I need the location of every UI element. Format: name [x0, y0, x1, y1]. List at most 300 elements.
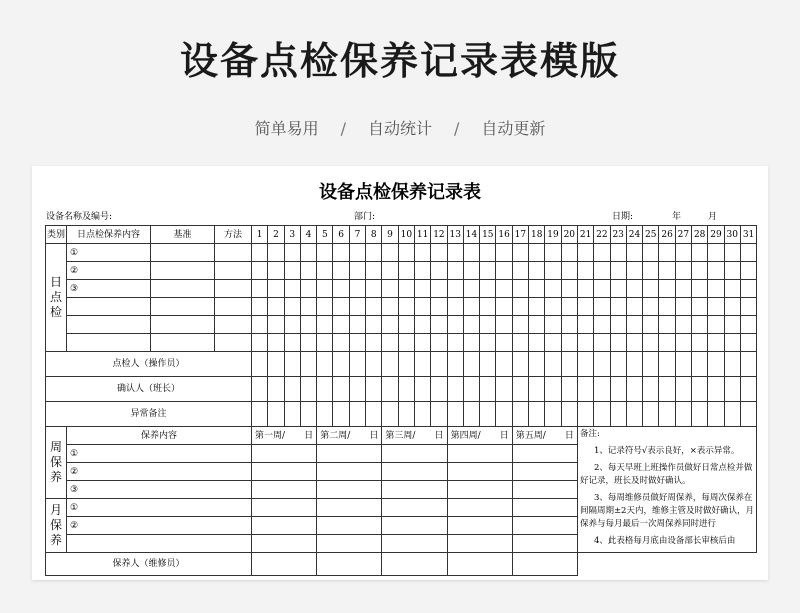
standard-cell[interactable]: [151, 244, 215, 262]
day-cell[interactable]: [496, 377, 512, 402]
day-cell[interactable]: [561, 262, 577, 280]
day-cell[interactable]: [512, 280, 528, 298]
day-cell[interactable]: [643, 316, 659, 334]
day-cell[interactable]: [561, 298, 577, 316]
day-cell[interactable]: [561, 316, 577, 334]
month-cell[interactable]: [382, 535, 447, 553]
day-cell[interactable]: [431, 352, 447, 377]
day-cell[interactable]: [382, 377, 398, 402]
day-cell[interactable]: [545, 402, 561, 427]
day-cell[interactable]: [300, 352, 316, 377]
day-cell[interactable]: [317, 352, 333, 377]
day-cell[interactable]: [626, 298, 642, 316]
day-cell[interactable]: [708, 316, 724, 334]
day-cell[interactable]: [268, 262, 284, 280]
day-cell[interactable]: [594, 316, 610, 334]
day-cell[interactable]: [252, 377, 268, 402]
day-cell[interactable]: [740, 377, 756, 402]
week-cell[interactable]: [252, 481, 317, 499]
week-cell[interactable]: [512, 445, 577, 463]
daily-item[interactable]: ②: [67, 262, 151, 280]
day-cell[interactable]: [724, 262, 740, 280]
day-cell[interactable]: [724, 298, 740, 316]
day-cell[interactable]: [724, 316, 740, 334]
day-cell[interactable]: [675, 352, 691, 377]
day-cell[interactable]: [252, 298, 268, 316]
day-cell[interactable]: [610, 316, 626, 334]
day-cell[interactable]: [675, 377, 691, 402]
day-cell[interactable]: [659, 262, 675, 280]
day-cell[interactable]: [692, 352, 708, 377]
day-cell[interactable]: [626, 377, 642, 402]
day-cell[interactable]: [610, 352, 626, 377]
day-cell[interactable]: [300, 298, 316, 316]
day-cell[interactable]: [480, 244, 496, 262]
maintainer-cell[interactable]: [252, 553, 317, 576]
day-cell[interactable]: [659, 280, 675, 298]
day-cell[interactable]: [382, 352, 398, 377]
day-cell[interactable]: [610, 334, 626, 352]
day-cell[interactable]: [610, 280, 626, 298]
day-cell[interactable]: [577, 298, 593, 316]
week-cell[interactable]: [512, 481, 577, 499]
day-cell[interactable]: [431, 244, 447, 262]
day-cell[interactable]: [284, 377, 300, 402]
day-cell[interactable]: [333, 334, 349, 352]
day-cell[interactable]: [675, 334, 691, 352]
day-cell[interactable]: [463, 280, 479, 298]
day-cell[interactable]: [349, 262, 365, 280]
day-cell[interactable]: [594, 262, 610, 280]
day-cell[interactable]: [284, 280, 300, 298]
day-cell[interactable]: [382, 298, 398, 316]
day-cell[interactable]: [333, 280, 349, 298]
day-cell[interactable]: [708, 280, 724, 298]
month-cell[interactable]: [317, 535, 382, 553]
day-cell[interactable]: [740, 316, 756, 334]
day-cell[interactable]: [512, 244, 528, 262]
day-cell[interactable]: [594, 280, 610, 298]
day-cell[interactable]: [512, 402, 528, 427]
monthly-item[interactable]: [67, 535, 252, 553]
day-cell[interactable]: [724, 352, 740, 377]
day-cell[interactable]: [659, 334, 675, 352]
day-cell[interactable]: [675, 262, 691, 280]
month-cell[interactable]: [447, 535, 512, 553]
method-cell[interactable]: [215, 316, 252, 334]
day-cell[interactable]: [740, 402, 756, 427]
monthly-item[interactable]: ①: [67, 499, 252, 517]
day-cell[interactable]: [447, 298, 463, 316]
day-cell[interactable]: [268, 280, 284, 298]
day-cell[interactable]: [561, 280, 577, 298]
day-cell[interactable]: [284, 316, 300, 334]
daily-item[interactable]: [67, 316, 151, 334]
day-cell[interactable]: [594, 377, 610, 402]
day-cell[interactable]: [463, 316, 479, 334]
day-cell[interactable]: [610, 262, 626, 280]
day-cell[interactable]: [398, 244, 414, 262]
day-cell[interactable]: [268, 402, 284, 427]
day-cell[interactable]: [317, 402, 333, 427]
day-cell[interactable]: [708, 377, 724, 402]
day-cell[interactable]: [414, 334, 430, 352]
day-cell[interactable]: [398, 298, 414, 316]
day-cell[interactable]: [529, 244, 545, 262]
day-cell[interactable]: [431, 280, 447, 298]
day-cell[interactable]: [447, 377, 463, 402]
day-cell[interactable]: [740, 334, 756, 352]
day-cell[interactable]: [724, 334, 740, 352]
day-cell[interactable]: [545, 352, 561, 377]
day-cell[interactable]: [300, 377, 316, 402]
day-cell[interactable]: [414, 377, 430, 402]
day-cell[interactable]: [414, 352, 430, 377]
day-cell[interactable]: [463, 298, 479, 316]
day-cell[interactable]: [692, 262, 708, 280]
standard-cell[interactable]: [151, 262, 215, 280]
day-cell[interactable]: [496, 316, 512, 334]
day-cell[interactable]: [692, 244, 708, 262]
day-cell[interactable]: [480, 298, 496, 316]
day-cell[interactable]: [545, 262, 561, 280]
day-cell[interactable]: [463, 244, 479, 262]
day-cell[interactable]: [577, 244, 593, 262]
day-cell[interactable]: [398, 334, 414, 352]
day-cell[interactable]: [643, 334, 659, 352]
day-cell[interactable]: [561, 402, 577, 427]
day-cell[interactable]: [740, 262, 756, 280]
day-cell[interactable]: [594, 352, 610, 377]
day-cell[interactable]: [431, 316, 447, 334]
day-cell[interactable]: [366, 244, 382, 262]
day-cell[interactable]: [512, 377, 528, 402]
week-cell[interactable]: [382, 481, 447, 499]
day-cell[interactable]: [463, 334, 479, 352]
weekly-item[interactable]: ②: [67, 463, 252, 481]
week-cell[interactable]: [447, 445, 512, 463]
day-cell[interactable]: [447, 262, 463, 280]
day-cell[interactable]: [333, 377, 349, 402]
standard-cell[interactable]: [151, 298, 215, 316]
day-cell[interactable]: [414, 402, 430, 427]
month-cell[interactable]: [317, 517, 382, 535]
day-cell[interactable]: [545, 377, 561, 402]
day-cell[interactable]: [268, 377, 284, 402]
month-cell[interactable]: [447, 499, 512, 517]
day-cell[interactable]: [610, 402, 626, 427]
day-cell[interactable]: [480, 352, 496, 377]
day-cell[interactable]: [333, 262, 349, 280]
day-cell[interactable]: [366, 262, 382, 280]
week-cell[interactable]: [317, 481, 382, 499]
day-cell[interactable]: [382, 244, 398, 262]
day-cell[interactable]: [692, 316, 708, 334]
daily-item[interactable]: [67, 298, 151, 316]
day-cell[interactable]: [496, 298, 512, 316]
day-cell[interactable]: [480, 402, 496, 427]
month-cell[interactable]: [382, 499, 447, 517]
day-cell[interactable]: [480, 316, 496, 334]
day-cell[interactable]: [561, 352, 577, 377]
day-cell[interactable]: [447, 334, 463, 352]
day-cell[interactable]: [692, 377, 708, 402]
day-cell[interactable]: [349, 377, 365, 402]
day-cell[interactable]: [529, 402, 545, 427]
month-cell[interactable]: [447, 517, 512, 535]
month-cell[interactable]: [512, 499, 577, 517]
day-cell[interactable]: [480, 334, 496, 352]
day-cell[interactable]: [431, 334, 447, 352]
day-cell[interactable]: [463, 377, 479, 402]
day-cell[interactable]: [577, 402, 593, 427]
day-cell[interactable]: [447, 316, 463, 334]
day-cell[interactable]: [382, 262, 398, 280]
week-cell[interactable]: [317, 445, 382, 463]
day-cell[interactable]: [708, 298, 724, 316]
standard-cell[interactable]: [151, 334, 215, 352]
day-cell[interactable]: [480, 377, 496, 402]
month-cell[interactable]: [512, 517, 577, 535]
day-cell[interactable]: [268, 334, 284, 352]
weekly-item[interactable]: ①: [67, 445, 252, 463]
day-cell[interactable]: [659, 244, 675, 262]
week-cell[interactable]: [382, 463, 447, 481]
day-cell[interactable]: [300, 280, 316, 298]
day-cell[interactable]: [496, 280, 512, 298]
standard-cell[interactable]: [151, 316, 215, 334]
day-cell[interactable]: [512, 298, 528, 316]
month-cell[interactable]: [317, 499, 382, 517]
day-cell[interactable]: [284, 244, 300, 262]
day-cell[interactable]: [561, 334, 577, 352]
day-cell[interactable]: [268, 244, 284, 262]
day-cell[interactable]: [333, 352, 349, 377]
day-cell[interactable]: [349, 298, 365, 316]
day-cell[interactable]: [349, 402, 365, 427]
daily-item[interactable]: ①: [67, 244, 151, 262]
month-cell[interactable]: [252, 499, 317, 517]
day-cell[interactable]: [643, 262, 659, 280]
day-cell[interactable]: [594, 402, 610, 427]
day-cell[interactable]: [643, 280, 659, 298]
day-cell[interactable]: [284, 298, 300, 316]
day-cell[interactable]: [545, 316, 561, 334]
day-cell[interactable]: [626, 316, 642, 334]
day-cell[interactable]: [675, 298, 691, 316]
day-cell[interactable]: [659, 377, 675, 402]
day-cell[interactable]: [659, 298, 675, 316]
maintainer-cell[interactable]: [447, 553, 512, 576]
day-cell[interactable]: [398, 262, 414, 280]
day-cell[interactable]: [317, 334, 333, 352]
day-cell[interactable]: [626, 280, 642, 298]
day-cell[interactable]: [561, 377, 577, 402]
day-cell[interactable]: [414, 280, 430, 298]
day-cell[interactable]: [447, 280, 463, 298]
day-cell[interactable]: [447, 402, 463, 427]
day-cell[interactable]: [675, 244, 691, 262]
day-cell[interactable]: [708, 262, 724, 280]
day-cell[interactable]: [333, 316, 349, 334]
day-cell[interactable]: [300, 402, 316, 427]
daily-item[interactable]: ③: [67, 280, 151, 298]
day-cell[interactable]: [529, 377, 545, 402]
day-cell[interactable]: [512, 334, 528, 352]
day-cell[interactable]: [724, 402, 740, 427]
day-cell[interactable]: [577, 377, 593, 402]
day-cell[interactable]: [431, 262, 447, 280]
day-cell[interactable]: [382, 280, 398, 298]
day-cell[interactable]: [447, 352, 463, 377]
month-cell[interactable]: [382, 517, 447, 535]
day-cell[interactable]: [317, 280, 333, 298]
day-cell[interactable]: [512, 262, 528, 280]
day-cell[interactable]: [740, 298, 756, 316]
day-cell[interactable]: [414, 316, 430, 334]
day-cell[interactable]: [577, 352, 593, 377]
week-cell[interactable]: [252, 463, 317, 481]
day-cell[interactable]: [268, 298, 284, 316]
day-cell[interactable]: [349, 316, 365, 334]
day-cell[interactable]: [594, 298, 610, 316]
day-cell[interactable]: [496, 334, 512, 352]
day-cell[interactable]: [252, 316, 268, 334]
day-cell[interactable]: [577, 316, 593, 334]
day-cell[interactable]: [431, 377, 447, 402]
day-cell[interactable]: [463, 352, 479, 377]
day-cell[interactable]: [431, 298, 447, 316]
standard-cell[interactable]: [151, 280, 215, 298]
day-cell[interactable]: [577, 280, 593, 298]
day-cell[interactable]: [414, 298, 430, 316]
day-cell[interactable]: [626, 262, 642, 280]
day-cell[interactable]: [724, 377, 740, 402]
day-cell[interactable]: [463, 262, 479, 280]
day-cell[interactable]: [398, 377, 414, 402]
day-cell[interactable]: [692, 280, 708, 298]
method-cell[interactable]: [215, 298, 252, 316]
day-cell[interactable]: [300, 334, 316, 352]
day-cell[interactable]: [252, 244, 268, 262]
day-cell[interactable]: [317, 244, 333, 262]
day-cell[interactable]: [708, 402, 724, 427]
monthly-item[interactable]: ②: [67, 517, 252, 535]
weekly-item[interactable]: ③: [67, 481, 252, 499]
day-cell[interactable]: [692, 402, 708, 427]
day-cell[interactable]: [317, 262, 333, 280]
day-cell[interactable]: [398, 352, 414, 377]
month-cell[interactable]: [252, 535, 317, 553]
day-cell[interactable]: [675, 316, 691, 334]
day-cell[interactable]: [529, 334, 545, 352]
day-cell[interactable]: [366, 316, 382, 334]
day-cell[interactable]: [643, 377, 659, 402]
day-cell[interactable]: [463, 402, 479, 427]
day-cell[interactable]: [708, 334, 724, 352]
method-cell[interactable]: [215, 334, 252, 352]
week-cell[interactable]: [512, 463, 577, 481]
day-cell[interactable]: [349, 352, 365, 377]
day-cell[interactable]: [577, 262, 593, 280]
day-cell[interactable]: [480, 262, 496, 280]
day-cell[interactable]: [529, 352, 545, 377]
day-cell[interactable]: [268, 352, 284, 377]
day-cell[interactable]: [300, 262, 316, 280]
day-cell[interactable]: [529, 280, 545, 298]
day-cell[interactable]: [252, 352, 268, 377]
day-cell[interactable]: [659, 316, 675, 334]
day-cell[interactable]: [610, 377, 626, 402]
day-cell[interactable]: [284, 352, 300, 377]
day-cell[interactable]: [366, 298, 382, 316]
day-cell[interactable]: [512, 352, 528, 377]
day-cell[interactable]: [496, 402, 512, 427]
week-cell[interactable]: [382, 445, 447, 463]
day-cell[interactable]: [284, 262, 300, 280]
day-cell[interactable]: [366, 334, 382, 352]
day-cell[interactable]: [300, 316, 316, 334]
day-cell[interactable]: [349, 334, 365, 352]
week-cell[interactable]: [447, 481, 512, 499]
day-cell[interactable]: [398, 316, 414, 334]
day-cell[interactable]: [284, 402, 300, 427]
week-cell[interactable]: [252, 445, 317, 463]
day-cell[interactable]: [366, 280, 382, 298]
day-cell[interactable]: [724, 244, 740, 262]
day-cell[interactable]: [692, 334, 708, 352]
month-cell[interactable]: [252, 517, 317, 535]
day-cell[interactable]: [447, 244, 463, 262]
day-cell[interactable]: [561, 244, 577, 262]
method-cell[interactable]: [215, 244, 252, 262]
day-cell[interactable]: [414, 244, 430, 262]
day-cell[interactable]: [740, 244, 756, 262]
day-cell[interactable]: [398, 402, 414, 427]
day-cell[interactable]: [382, 334, 398, 352]
day-cell[interactable]: [659, 402, 675, 427]
day-cell[interactable]: [675, 402, 691, 427]
day-cell[interactable]: [643, 402, 659, 427]
day-cell[interactable]: [333, 244, 349, 262]
day-cell[interactable]: [496, 244, 512, 262]
day-cell[interactable]: [398, 280, 414, 298]
day-cell[interactable]: [626, 352, 642, 377]
day-cell[interactable]: [692, 298, 708, 316]
day-cell[interactable]: [708, 352, 724, 377]
day-cell[interactable]: [349, 280, 365, 298]
day-cell[interactable]: [366, 377, 382, 402]
maintainer-cell[interactable]: [382, 553, 447, 576]
day-cell[interactable]: [643, 298, 659, 316]
day-cell[interactable]: [626, 244, 642, 262]
day-cell[interactable]: [577, 334, 593, 352]
day-cell[interactable]: [300, 244, 316, 262]
day-cell[interactable]: [512, 316, 528, 334]
day-cell[interactable]: [545, 280, 561, 298]
maintainer-cell[interactable]: [317, 553, 382, 576]
day-cell[interactable]: [529, 316, 545, 334]
month-cell[interactable]: [512, 535, 577, 553]
day-cell[interactable]: [382, 316, 398, 334]
day-cell[interactable]: [610, 298, 626, 316]
day-cell[interactable]: [545, 334, 561, 352]
week-cell[interactable]: [317, 463, 382, 481]
day-cell[interactable]: [366, 352, 382, 377]
day-cell[interactable]: [317, 298, 333, 316]
day-cell[interactable]: [333, 298, 349, 316]
day-cell[interactable]: [594, 334, 610, 352]
